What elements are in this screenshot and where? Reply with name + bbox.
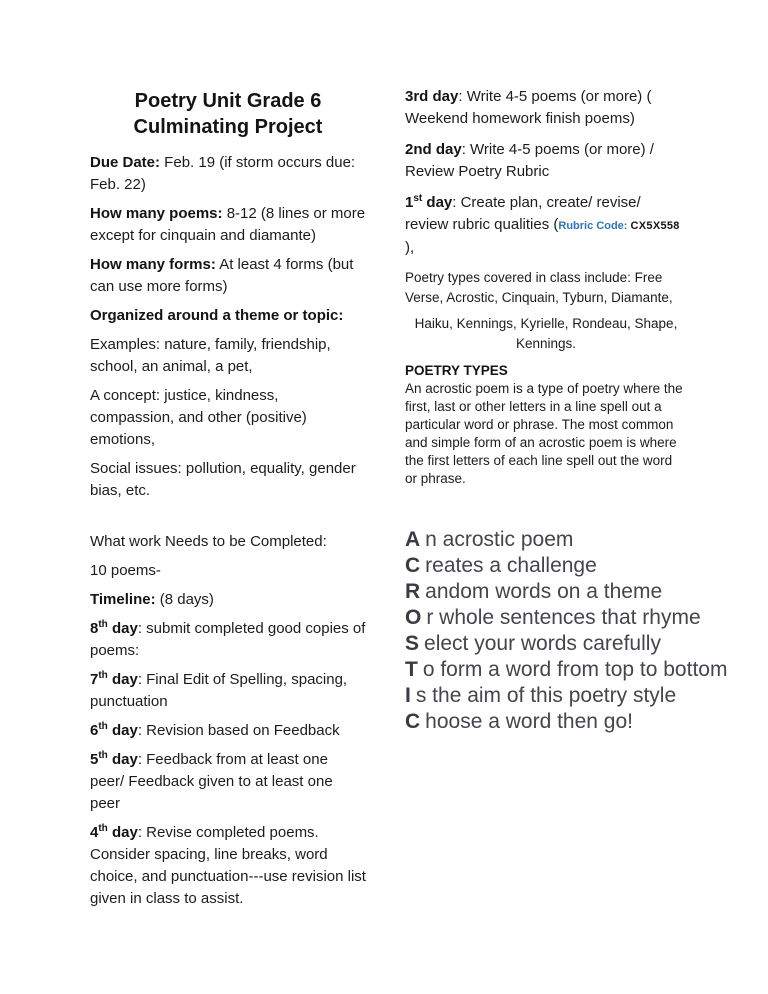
para-due-date: [90, 152, 366, 196]
para-text: Examples: nature, family, friendship, school, an animal, a pet,: [90, 336, 331, 375]
para-timeline: [90, 589, 366, 611]
poem-initial-letter: T: [405, 658, 418, 681]
day-word: day: [107, 751, 138, 768]
para-text: Feb. 19 (if storm occurs due: Feb. 22): [90, 154, 356, 193]
poem-line-text: n acrostic poem: [425, 528, 574, 551]
para-text: 8-12 (8 lines or more except for cinquain and diamante): [90, 205, 366, 244]
day-ordinal: th: [98, 721, 108, 732]
timeline-day-3: [405, 86, 687, 130]
para-how-many-poems: [90, 203, 366, 247]
day-number: 1: [405, 194, 414, 211]
rubric-tail: ),: [405, 239, 415, 256]
poem-initial-letter: S: [405, 632, 420, 655]
para-text: What work Needs to be Completed:: [90, 533, 327, 550]
poem-initial-letter: R: [405, 580, 421, 603]
timeline-day-5: [90, 749, 366, 815]
day-text: : submit completed good copies of poems:: [90, 620, 366, 659]
day-text: : Feedback from at least one peer/ Feedback given to at least one peer: [90, 751, 333, 812]
acrostic-poem-image: [405, 527, 728, 735]
poetry-types-covered: Poetry types covered in class include: Free Verse, Acrostic, Cinquain, Tyburn, Diamante,: [405, 270, 673, 305]
rubric-code-label: Rubric Code:: [558, 220, 631, 232]
rubric-code-value: CX5X558: [630, 220, 680, 232]
timeline-day-7: [90, 669, 366, 713]
poem-initial-letter: A: [405, 528, 421, 551]
day-label: [90, 824, 138, 841]
poem-line-text: hoose a word then go!: [425, 710, 633, 733]
day-label: [90, 751, 138, 768]
day-label: [405, 141, 462, 158]
day-number: 4: [90, 824, 99, 841]
para-theme-concept: [90, 385, 366, 451]
para-label: Organized around a theme or topic:: [90, 307, 344, 324]
day-word: day: [428, 88, 459, 105]
para-label: How many forms:: [90, 256, 216, 273]
day-word: day: [107, 620, 138, 637]
day-word: day: [107, 824, 138, 841]
day-ordinal: th: [98, 750, 108, 761]
poem-line-text: r whole sentences that rhyme: [426, 606, 701, 629]
left-column: [90, 88, 366, 917]
poem-line: [405, 709, 687, 735]
day-number: 8: [90, 620, 99, 637]
day-text: : Create plan, create/ revise/ review rubric qualities (: [405, 194, 641, 233]
day-ordinal: th: [98, 670, 108, 681]
day-number: 6: [90, 722, 99, 739]
day-ordinal: st: [413, 193, 423, 204]
document-title: [90, 88, 366, 140]
poem-line: [405, 657, 728, 683]
poem-line-text: reates a challenge: [425, 554, 597, 577]
title-line-1: Poetry Unit Grade 6: [134, 90, 322, 112]
para-theme-examples: [90, 334, 366, 378]
day-number: 5: [90, 751, 99, 768]
day-ordinal: th: [98, 823, 108, 834]
day-text: : Final Edit of Spelling, spacing, punctuation: [90, 671, 348, 710]
para-label: Due Date:: [90, 154, 161, 171]
poem-line: [405, 631, 687, 657]
para-text: A concept: justice, kindness, compassion, and other (positive) emotions,: [90, 387, 307, 448]
day-number: 7: [90, 671, 99, 688]
day-text: : Write 4-5 poems (or more) / Review Poetry Rubric: [405, 141, 654, 180]
poem-line: [405, 553, 687, 579]
title-line-2: Culminating Project: [133, 116, 323, 138]
para-theme-social: [90, 458, 366, 502]
day-ordinal: th: [98, 619, 108, 630]
poem-initial-letter: C: [405, 710, 421, 733]
poem-line-text: elect your words carefully: [424, 632, 661, 655]
acrostic-definition: An acrostic poem is a type of poetry where the first, last or other letters in a line spell out a particular word or phrase. The most common and simple form of an acrostic poem is where the first letters of each line spell out the word or phrase.: [405, 381, 683, 486]
para-text: 10 poems-: [90, 562, 161, 579]
timeline-day-2: [405, 139, 687, 183]
day-text: : Revise completed poems. Consider spacing, line breaks, word choice, and punctuation---use revision list given in class to assist.: [90, 824, 366, 907]
day-number: 3rd: [405, 88, 429, 105]
poem-line-text: andom words on a theme: [425, 580, 663, 603]
day-label: [90, 671, 138, 688]
poetry-types-covered-2: Haiku, Kennings, Kyrielle, Rondeau, Shape, Kennings.: [414, 316, 678, 351]
para-ten-poems: [90, 560, 366, 582]
para-label: Timeline:: [90, 591, 156, 608]
day-number: 2nd: [405, 141, 432, 158]
para-what-work: [90, 531, 366, 553]
timeline-day-1: [405, 192, 687, 259]
day-word: day: [422, 194, 453, 211]
poem-line: [405, 579, 687, 605]
para-how-many-forms: [90, 254, 366, 298]
poem-line: [405, 683, 687, 709]
right-column: [405, 86, 728, 735]
poem-line-text: s the aim of this poetry style: [415, 684, 677, 707]
day-label: [405, 88, 458, 105]
poem-initial-letter: I: [405, 684, 411, 707]
day-text: : Revision based on Feedback: [137, 722, 340, 739]
day-label: [405, 194, 452, 211]
poetry-types-heading: POETRY TYPES: [405, 363, 508, 378]
timeline-day-6: [90, 720, 366, 742]
day-word: day: [431, 141, 462, 158]
day-word: day: [107, 722, 138, 739]
para-label: How many poems:: [90, 205, 223, 222]
day-text: : Write 4-5 poems (or more) ( Weekend homework finish poems): [405, 88, 652, 127]
timeline-day-8: [90, 618, 366, 662]
para-text: Social issues: pollution, equality, gender bias, etc.: [90, 460, 356, 499]
para-organized-heading: [90, 305, 366, 327]
day-word: day: [107, 671, 138, 688]
para-text: At least 4 forms (but can use more forms): [90, 256, 354, 295]
timeline-day-4: [90, 822, 366, 910]
poem-line-text: o form a word from top to bottom: [422, 658, 728, 681]
poem-line: [405, 527, 687, 553]
poem-line: [405, 605, 701, 631]
poem-initial-letter: O: [405, 606, 422, 629]
day-label: [90, 722, 138, 739]
poem-initial-letter: C: [405, 554, 421, 577]
para-text: (8 days): [155, 591, 214, 608]
day-label: [90, 620, 138, 637]
